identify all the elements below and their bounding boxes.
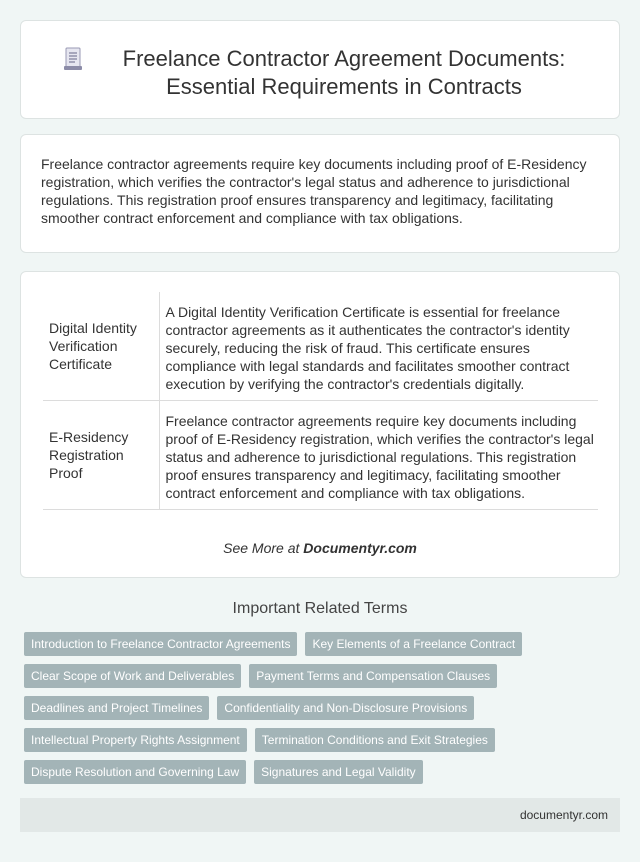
related-term-tag[interactable]: Confidentiality and Non-Disclosure Provisions — [217, 696, 474, 720]
document-description: A Digital Identity Verification Certificate is essential for freelance contractor agreements as it authenticates the contractor's identity securely, reducing the risk of fraud. This certificate ensures compliance with legal standards and facilitates smoother contract execution by verifying the contractor's credentials digitally. — [159, 292, 598, 401]
document-icon — [63, 47, 83, 71]
tag-row — [24, 760, 624, 784]
documents-card — [20, 271, 620, 578]
related-term-tag[interactable]: Dispute Resolution and Governing Law — [24, 760, 246, 784]
related-term-tag[interactable]: Signatures and Legal Validity — [254, 760, 423, 784]
footer-site-link[interactable]: documentyr.com — [519, 808, 608, 822]
document-term: Digital Identity Verification Certificate — [43, 292, 159, 401]
document-description: Freelance contractor agreements require key documents including proof of E-Residency registration, which verifies the contractor's legal status and adherence to jurisdictional regulations. This registration proof ensures transparency and legitimacy, facilitating smoother contract enforcement and compliance with tax obligations. — [159, 401, 598, 510]
related-term-tag[interactable]: Termination Conditions and Exit Strategies — [255, 728, 495, 752]
related-terms-tags — [24, 632, 624, 792]
table-row — [43, 401, 598, 510]
footer — [20, 798, 620, 832]
related-term-tag[interactable]: Introduction to Freelance Contractor Agreements — [24, 632, 297, 656]
related-term-tag[interactable]: Payment Terms and Compensation Clauses — [249, 664, 497, 688]
tag-row — [24, 632, 624, 656]
tag-row — [24, 696, 624, 720]
page-title: Freelance Contractor Agreement Documents: Essential Requirements in Contracts — [122, 46, 566, 99]
documents-table — [43, 292, 598, 510]
related-term-tag[interactable]: Deadlines and Project Timelines — [24, 696, 209, 720]
table-row — [43, 292, 598, 401]
related-term-tag[interactable]: Clear Scope of Work and Deliverables — [24, 664, 241, 688]
see-more-prefix: See More at — [223, 540, 304, 556]
tag-row — [24, 728, 624, 752]
intro-card — [20, 134, 620, 253]
header-card — [20, 20, 620, 119]
see-more-link[interactable] — [21, 540, 619, 556]
tag-row — [24, 664, 624, 688]
see-more-brand: Documentyr.com — [303, 540, 417, 556]
related-terms-title: Important Related Terms — [232, 600, 408, 617]
related-term-tag[interactable]: Intellectual Property Rights Assignment — [24, 728, 247, 752]
related-term-tag[interactable]: Key Elements of a Freelance Contract — [305, 632, 522, 656]
document-term: E-Residency Registration Proof — [43, 401, 159, 510]
intro-text: Freelance contractor agreements require key documents including proof of E-Residency registration, which verifies the contractor's legal status and adherence to jurisdictional regulations. This registration proof ensures transparency and legitimacy, facilitating smoother contract enforcement and compliance with tax obligations. — [41, 156, 587, 226]
